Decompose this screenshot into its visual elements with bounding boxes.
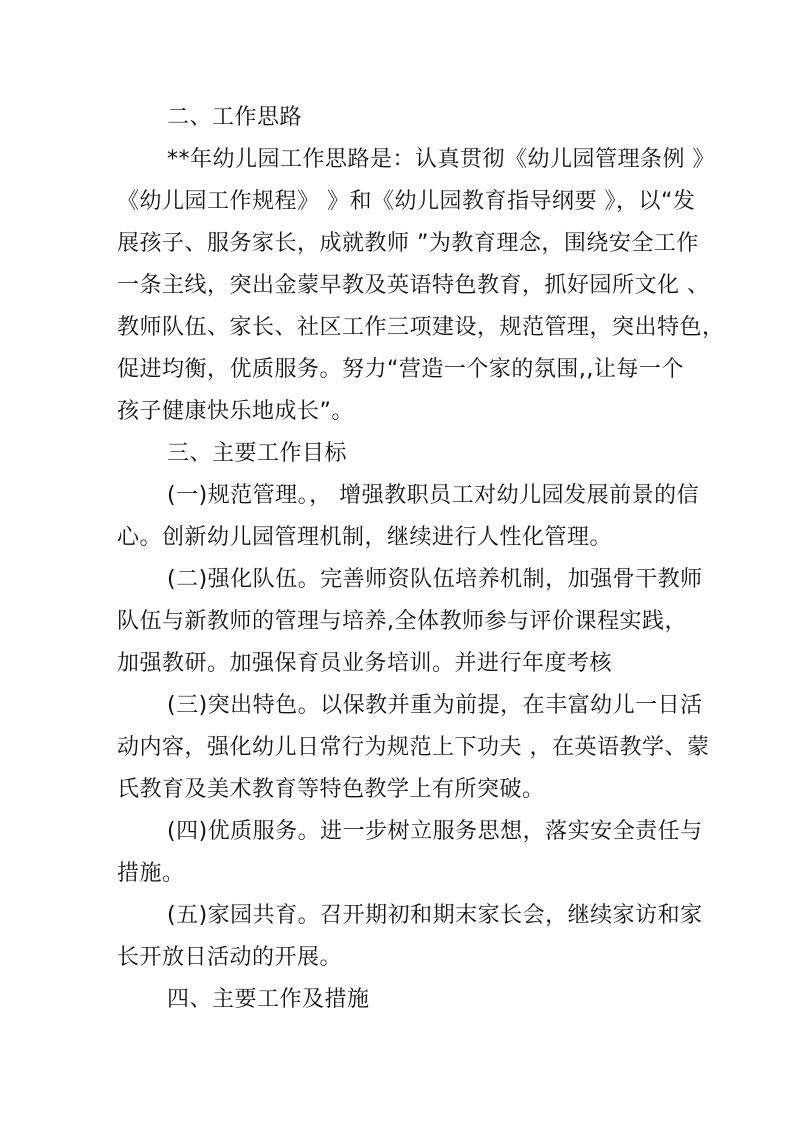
paragraph-line: 氏教育及美术教育等特色教学上有所突破。 <box>117 777 545 802</box>
heading-main-goals: 三、主要工作目标 <box>167 441 348 466</box>
paragraph-line: 教师队伍、家长、社区工作三项建设，规范管理，突出特色， <box>117 315 725 340</box>
paragraph-line: (五)家园共育。召开期初和期末家长会，继续家访和家 <box>167 903 703 928</box>
paragraph-line: (一)规范管理。， 增强教职员工对幼儿园发展前景的信 <box>167 483 700 508</box>
paragraph-line: (二)强化队伍。完善师资队伍培养机制，加强骨干教师 <box>167 567 703 592</box>
paragraph-line: 措施。 <box>117 861 185 886</box>
paragraph-line: 心。创新幼儿园管理机制，继续进行人性化管理。 <box>117 525 613 550</box>
paragraph-line: 孩子健康快乐地成长”。 <box>117 399 354 424</box>
paragraph-line: 队伍与新教师的管理与培养,全体教师参与评价课程实践， <box>117 609 687 634</box>
heading-main-work-measures: 四、主要工作及措施 <box>167 987 370 1012</box>
paragraph-line: 展孩子、服务家长，成就教师 ”为教育理念，围绕安全工作 <box>117 231 699 256</box>
heading-work-approach: 二、工作思路 <box>167 105 303 130</box>
paragraph-line: **年幼儿园工作思路是：认真贯彻《幼儿园管理条例 》 <box>167 147 715 172</box>
paragraph-line: 加强教研。加强保育员业务培训。并进行年度考核 <box>117 651 613 676</box>
paragraph-line: 长开放日活动的开展。 <box>117 945 343 970</box>
paragraph-line: 促进均衡，优质服务。努力“营造一个家的氛围,,让每一个 <box>117 357 684 382</box>
paragraph-line: 《幼儿园工作规程》 》和《幼儿园教育指导纲要 》，以“发 <box>117 189 696 214</box>
paragraph-line: 一条主线，突出金蒙早教及英语特色教育，抓好园所文化 、 <box>117 273 710 298</box>
paragraph-line: 动内容，强化幼儿日常行为规范上下功夫 ，在英语教学、蒙 <box>117 735 710 760</box>
paragraph-line: (四)优质服务。进一步树立服务思想，落实安全责任与 <box>167 819 703 844</box>
paragraph-line: (三)突出特色。以保教并重为前提，在丰富幼儿一日活 <box>167 693 703 718</box>
